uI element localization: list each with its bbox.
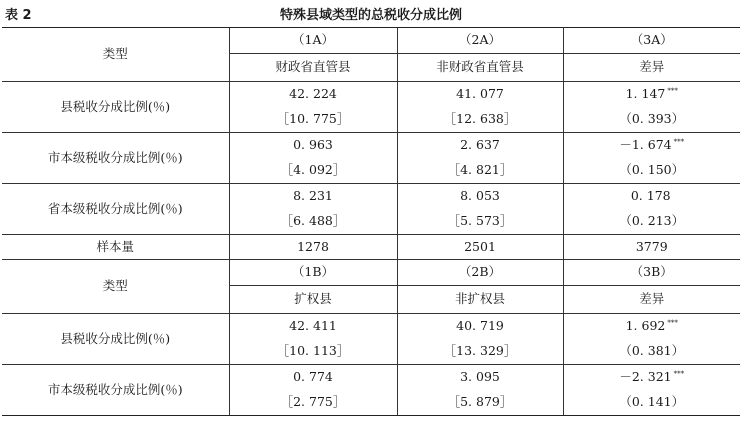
diff-cell: [563, 365, 740, 391]
table-caption: [0, 0, 742, 27]
col-id-2a: （2A）: [397, 28, 563, 54]
value-cell: 8. 053: [397, 184, 563, 210]
col-id-3a: （3A）: [563, 28, 740, 54]
value-diff: 1. 692: [625, 318, 666, 334]
type-header-a: 类型: [2, 28, 229, 82]
tax-share-table: [2, 27, 740, 416]
se-cell: （0. 141）: [563, 390, 740, 416]
value-cell: 42. 224: [229, 82, 397, 108]
se-cell: （0. 393）: [563, 107, 740, 133]
sd-cell: ［4. 092］: [229, 158, 397, 184]
se-cell: （0. 381）: [563, 339, 740, 365]
table-number: 表 2: [5, 8, 32, 23]
sd-cell: ［2. 775］: [229, 390, 397, 416]
table-title: 特殊县域类型的总税收分成比例: [279, 8, 462, 23]
significance-mark: ***: [673, 370, 685, 379]
sd-cell: ［12. 638］: [397, 107, 563, 133]
significance-mark: ***: [667, 319, 678, 328]
row-label-county-a: 县税收分成比例(％): [2, 82, 229, 133]
col-name-1a: 财政省直管县: [229, 54, 397, 82]
significance-mark: ***: [673, 138, 685, 147]
value-cell: 3. 095: [397, 365, 563, 391]
type-header-b: 类型: [2, 260, 229, 314]
col-name-1b: 扩权县: [229, 286, 397, 314]
sample-size-cell: 1278: [229, 235, 397, 260]
value-diff: 0. 178: [630, 188, 671, 204]
value-cell: 42. 411: [229, 314, 397, 340]
sample-size-cell: 3779: [563, 235, 740, 260]
sample-size-cell: 2501: [397, 235, 563, 260]
col-name-3b: 差异: [563, 286, 740, 314]
col-id-3b: （3B）: [563, 260, 740, 286]
value-cell: 41. 077: [397, 82, 563, 108]
sd-cell: ［10. 113］: [229, 339, 397, 365]
value-cell: 40. 719: [397, 314, 563, 340]
col-name-2a: 非财政省直管县: [397, 54, 563, 82]
col-id-1b: （1B）: [229, 260, 397, 286]
value-cell: 2. 637: [397, 133, 563, 159]
row-label-city-a: 市本级税收分成比例(％): [2, 133, 229, 184]
col-name-3a: 差异: [563, 54, 740, 82]
significance-mark: ***: [667, 87, 678, 96]
se-cell: （0. 213）: [563, 209, 740, 235]
value-diff: －2. 321: [619, 369, 672, 385]
row-label-county-b: 县税收分成比例(％): [2, 314, 229, 365]
se-cell: （0. 150）: [563, 158, 740, 184]
diff-cell: [563, 82, 740, 108]
sd-cell: ［13. 329］: [397, 339, 563, 365]
sample-size-label: 样本量: [2, 235, 229, 260]
value-diff: 1. 147: [625, 86, 666, 102]
col-id-2b: （2B）: [397, 260, 563, 286]
col-id-1a: （1A）: [229, 28, 397, 54]
row-label-city-b: 市本级税收分成比例(％): [2, 365, 229, 416]
diff-cell: [563, 314, 740, 340]
row-label-province-a: 省本级税收分成比例(％): [2, 184, 229, 235]
diff-cell: [563, 133, 740, 159]
sd-cell: ［4. 821］: [397, 158, 563, 184]
sd-cell: ［10. 775］: [229, 107, 397, 133]
sd-cell: ［5. 573］: [397, 209, 563, 235]
value-cell: 0. 774: [229, 365, 397, 391]
diff-cell: [563, 184, 740, 210]
sd-cell: ［5. 879］: [397, 390, 563, 416]
value-cell: 0. 963: [229, 133, 397, 159]
col-name-2b: 非扩权县: [397, 286, 563, 314]
sd-cell: ［6. 488］: [229, 209, 397, 235]
value-cell: 8. 231: [229, 184, 397, 210]
value-diff: －1. 674: [619, 137, 672, 153]
